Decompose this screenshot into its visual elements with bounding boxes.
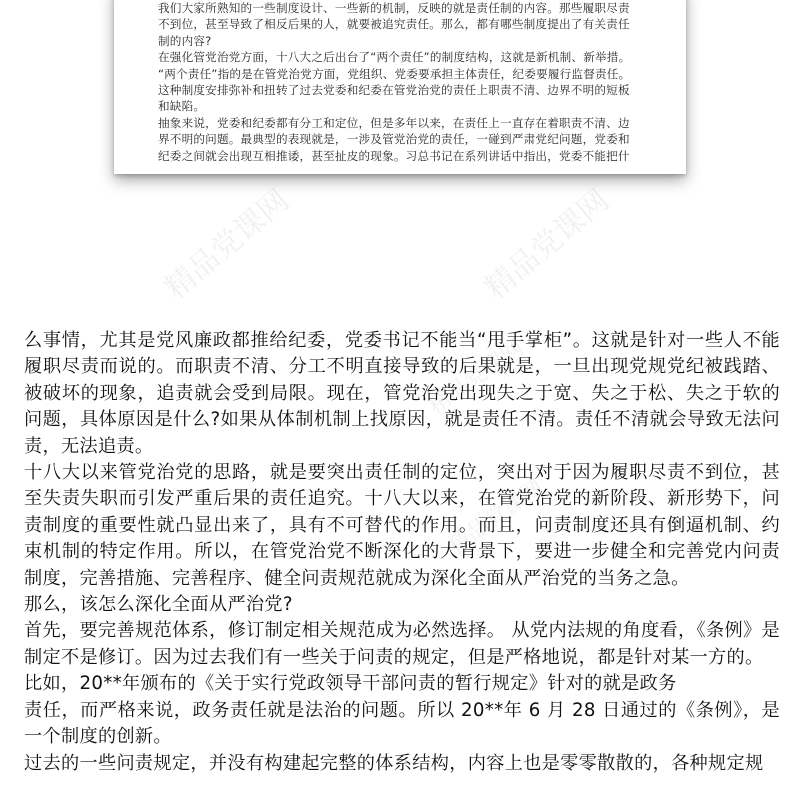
document-preview-card xyxy=(114,0,686,174)
card-line: “两个责任”指的是在管党治党方面，党组织、党委要承担主体责任，纪委要履行监督责任。 xyxy=(158,66,631,81)
article-paragraph: 那么，该怎么深化全面从严治党? xyxy=(24,594,293,616)
card-line: 界不明的问题。最典型的表现就是，一涉及管党治党的责任，一碰到严肃党纪问题，党委和 xyxy=(158,132,630,147)
watermark: 精品党课网 xyxy=(443,475,549,559)
card-line: 制的内容? xyxy=(158,33,212,48)
card-line: 抽象来说，党委和纪委都有分工和定位，但是多年以来，在责任上一直存在着职责不清、边 xyxy=(158,115,630,130)
card-line: 这种制度安排弥补和扭转了过去党委和纪委在管党治党的责任上职责不清、边界不明的短板 xyxy=(158,83,630,98)
article-paragraph: 么事情，尤其是党风廉政都推给纪委，党委书记不能当“甩手掌柜”。这就是针对一些人不能履职尽责而说的。而职责不清、分工不明直接导致的后果就是，一旦出现党规党纪被践踏、被破坏的现象，追责就会受到局限。现在，管党治党出现失之于宽、失之于松、失之于软的问题，具体原因是什么?如果从体制机制上找原因，就是责任不清。责任不清就会导致无法问责，无法追责。 xyxy=(24,330,780,457)
article-paragraph: 责任，而严格来说，政务责任就是法治的问题。所以 20**年 6 月 28 日通过的《条例》，是一个制度的创新。 xyxy=(24,699,780,748)
card-line: 不到位，甚至导致了相反后果的人，就要被追究责任。那么，都有哪些制度提出了有关责任 xyxy=(158,17,630,32)
article-body xyxy=(24,328,780,777)
watermark: 精品党课网 xyxy=(423,335,529,419)
article-paragraph: 十八大以来管党治党的思路，就是要突出责任制的定位，突出对于因为履职尽责不到位，甚至失责失职而引发严重后果的责任追究。十八大以来，在管党治党的新阶段、新形势下，问责制度的重要性就凸显出来了，具有不可替代的作用。而且，问责制度还具有倒逼机制、约束机制的特定作用。所以，在管党治党不断深化的大背景下，要进一步健全和完善党内问责制度，完善措施、完善程序、健全问责规范就成为深化全面从严治党的当务之急。 xyxy=(24,462,780,589)
card-line: 在强化管党治党方面，十八大之后出台了“两个责任”的制度结构，这就是新机制、新举措。 xyxy=(158,50,631,65)
article-paragraph: 过去的一些问责规定，并没有构建起完整的体系结构，内容上也是零零散散的，各种规定规 xyxy=(24,752,764,774)
top-zone xyxy=(0,0,800,300)
card-line: 我们大家所熟知的一些制度设计、一些新的机制，反映的就是责任制的内容。那些履职尽责 xyxy=(158,1,630,15)
article-paragraph: 比如，20**年颁布的《关于实行党政领导干部问责的暂行规定》针对的就是政务 xyxy=(24,673,677,695)
card-line: 和缺陷。 xyxy=(158,99,206,114)
article-paragraph: 首先，要完善规范体系，修订制定相关规范成为必然选择。 从党内法规的角度看，《条例》是制定不是修订。因为过去我们有一些关于问责的规定，但是严格地说，都是针对某一方的。 xyxy=(24,620,780,668)
card-line: 纪委之间就会出现互相推诿，甚至扯皮的现象。习总书记在系列讲话中指出，党委不能把什 xyxy=(158,148,630,163)
